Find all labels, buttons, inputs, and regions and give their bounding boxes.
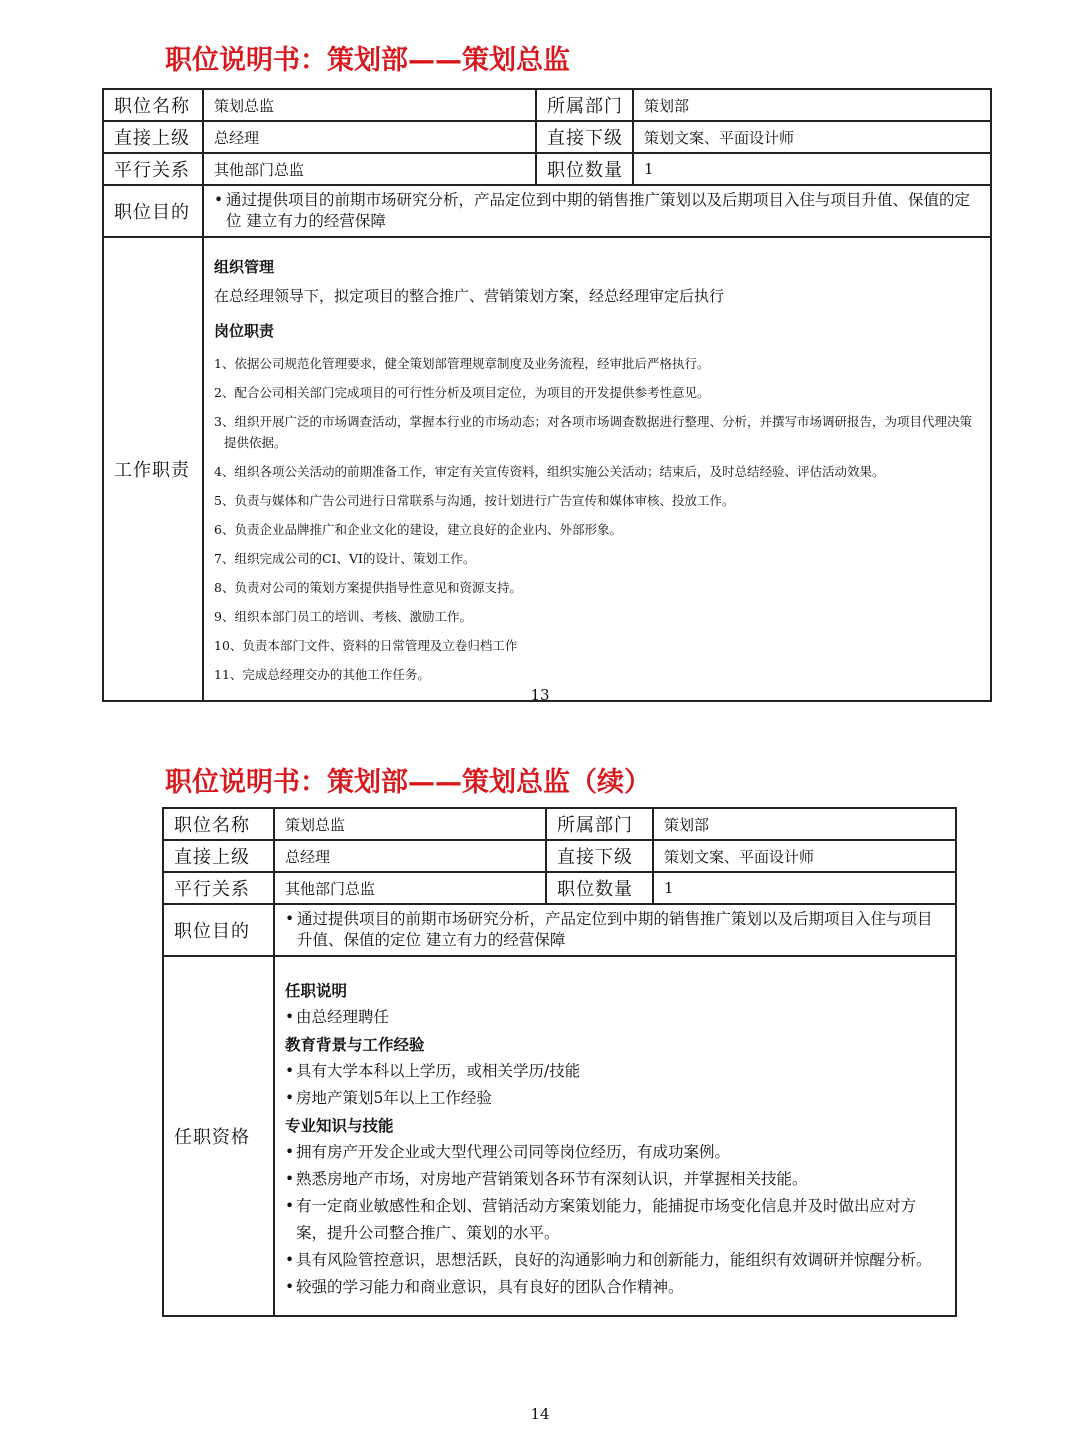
p2-subordinate-value: 策划文案、平面设计师 xyxy=(653,840,956,872)
duty-item: 7、组织完成公司的CI、VI的设计、策划工作。 xyxy=(214,551,476,566)
p1-parallel-label: 平行关系 xyxy=(103,153,203,185)
qualification-item xyxy=(285,1247,945,1274)
p2-dept-label: 所属部门 xyxy=(546,808,653,840)
qualification-text: 由总经理聘任 xyxy=(296,1008,390,1026)
p2-superior-value: 总经理 xyxy=(274,840,546,872)
qualification-text: 较强的学习能力和商业意识，具有良好的团队合作精神。 xyxy=(296,1278,684,1296)
qualification-text: 拥有房产开发企业或大型代理公司同等岗位经历，有成功案例。 xyxy=(296,1143,731,1161)
qualification-text: 房地产策划5年以上工作经验 xyxy=(296,1089,492,1107)
p2-name-label: 职位名称 xyxy=(163,808,274,840)
bullet-icon: • xyxy=(285,1062,295,1080)
qualification-item xyxy=(285,1139,945,1166)
p2-appointment-heading: 任职说明 xyxy=(285,981,348,1000)
p1-dept-label: 所属部门 xyxy=(536,89,633,121)
qualification-text: 具有大学本科以上学历，或相关学历/技能 xyxy=(296,1062,581,1080)
qualification-item xyxy=(285,1085,945,1112)
p1-org-heading: 组织管理 xyxy=(214,258,275,276)
p2-superior-label: 直接上级 xyxy=(163,840,274,872)
p1-purpose-label: 职位目的 xyxy=(103,185,203,237)
qualification-item xyxy=(285,1004,945,1031)
duty-item: 5、负责与媒体和广告公司进行日常联系与沟通，按计划进行广告宣传和媒体审核、投放工作。 xyxy=(214,493,735,508)
duty-item: 4、组织各项公关活动的前期准备工作，审定有关宣传资料，组织实施公关活动；结束后，及时总结经验、评估活动效果。 xyxy=(214,464,885,479)
p1-purpose-text: 通过提供项目的前期市场研究分析，产品定位到中期的销售推广策划以及后期项目入住与项目升值、保值的定位 建立有力的经营保障 xyxy=(226,191,971,230)
bullet-icon: • xyxy=(285,1089,295,1107)
p1-subordinate-value: 策划文案、平面设计师 xyxy=(633,121,991,153)
page2-number: 14 xyxy=(530,1405,550,1423)
p2-qual-label: 任职资格 xyxy=(163,956,274,1316)
p1-superior-value: 总经理 xyxy=(203,121,536,153)
p2-purpose-bullet: • 通过提供项目的前期市场研究分析，产品定位到中期的销售推广策划以及后期项目入住与项目升值、保值的定位 建立有力的经营保障 xyxy=(285,909,941,951)
p1-duty-list xyxy=(214,349,978,689)
page1-title: 职位说明书：策划部——策划总监 xyxy=(165,45,570,76)
qualification-text: 熟悉房地产市场，对房地产营销策划各环节有深刻认识，并掌握相关技能。 xyxy=(296,1170,808,1188)
p1-count-value: 1 xyxy=(633,153,991,185)
qualification-item xyxy=(285,1166,945,1193)
duty-item: 3、组织开展广泛的市场调查活动，掌握本行业的市场动态；对各项市场调查数据进行整理、分析，并撰写市场调研报告，为项目代理决策提供依据。 xyxy=(214,414,972,450)
p1-duties-label: 工作职责 xyxy=(103,237,203,701)
p2-parallel-value: 其他部门总监 xyxy=(274,872,546,904)
bullet-icon: • xyxy=(285,1170,295,1188)
page1-number: 13 xyxy=(530,686,550,704)
p2-skills-list xyxy=(285,1139,945,1301)
duty-item: 8、负责对公司的策划方案提供指导性意见和资源支持。 xyxy=(214,580,522,595)
p2-subordinate-label: 直接下级 xyxy=(546,840,653,872)
p1-resp-heading: 岗位职责 xyxy=(214,322,275,340)
duty-item: 6、负责企业品牌推广和企业文化的建设，建立良好的企业内、外部形象。 xyxy=(214,522,622,537)
p1-dept-value: 策划部 xyxy=(633,89,991,121)
p1-count-label: 职位数量 xyxy=(536,153,633,185)
p2-count-label: 职位数量 xyxy=(546,872,653,904)
p1-parallel-value: 其他部门总监 xyxy=(203,153,536,185)
p1-org-text: 在总经理领导下，拟定项目的整合推广、营销策划方案，经总经理审定后执行 xyxy=(214,287,725,305)
qualification-text: 具有风险管控意识，思想活跃，良好的沟通影响力和创新能力，能组织有效调研并惊醒分析。 xyxy=(296,1251,932,1269)
bullet-icon: • xyxy=(285,1008,295,1026)
p2-education-list xyxy=(285,1058,945,1112)
p2-appointment-list xyxy=(285,1004,945,1031)
duty-item: 9、组织本部门员工的培训、考核、激励工作。 xyxy=(214,609,472,624)
page2-title: 职位说明书：策划部——策划总监（续） xyxy=(165,767,651,798)
p1-name-value: 策划总监 xyxy=(203,89,536,121)
p2-count-value: 1 xyxy=(653,872,956,904)
qualification-item xyxy=(285,1193,945,1247)
qualification-item xyxy=(285,1058,945,1085)
p1-superior-label: 直接上级 xyxy=(103,121,203,153)
bullet-icon: • xyxy=(285,1251,295,1269)
page2-job-table xyxy=(162,807,957,1317)
bullet-icon: • xyxy=(285,1278,295,1296)
p2-purpose-label: 职位目的 xyxy=(163,904,274,956)
qualification-text: 有一定商业敏感性和企划、营销活动方案策划能力，能捕捉市场变化信息并及时做出应对方案，提升公司整合推广、策划的水平。 xyxy=(296,1197,917,1242)
duty-item: 11、完成总经理交办的其他工作任务。 xyxy=(214,667,430,682)
p1-subordinate-label: 直接下级 xyxy=(536,121,633,153)
p2-purpose-text: 通过提供项目的前期市场研究分析，产品定位到中期的销售推广策划以及后期项目入住与项目升值、保值的定位 建立有力的经营保障 xyxy=(297,910,933,949)
duty-item: 1、依据公司规范化管理要求，健全策划部管理规章制度及业务流程，经审批后严格执行。 xyxy=(214,356,710,371)
bullet-icon: • xyxy=(285,1197,295,1215)
p2-parallel-label: 平行关系 xyxy=(163,872,274,904)
p2-skills-heading: 专业知识与技能 xyxy=(285,1116,394,1135)
bullet-icon: • xyxy=(285,1143,295,1161)
p1-purpose-bullet: • 通过提供项目的前期市场研究分析，产品定位到中期的销售推广策划以及后期项目入住与项目升值、保值的定位 建立有力的经营保障 xyxy=(214,190,978,232)
p2-education-heading: 教育背景与工作经验 xyxy=(285,1035,425,1054)
qualification-item xyxy=(285,1274,945,1301)
p2-name-value: 策划总监 xyxy=(274,808,546,840)
page1-job-table xyxy=(102,88,992,702)
duty-item: 10、负责本部门文件、资料的日常管理及立卷归档工作 xyxy=(214,638,518,653)
duty-item: 2、配合公司相关部门完成项目的可行性分析及项目定位，为项目的开发提供参考性意见。 xyxy=(214,385,710,400)
p1-name-label: 职位名称 xyxy=(103,89,203,121)
p2-dept-value: 策划部 xyxy=(653,808,956,840)
